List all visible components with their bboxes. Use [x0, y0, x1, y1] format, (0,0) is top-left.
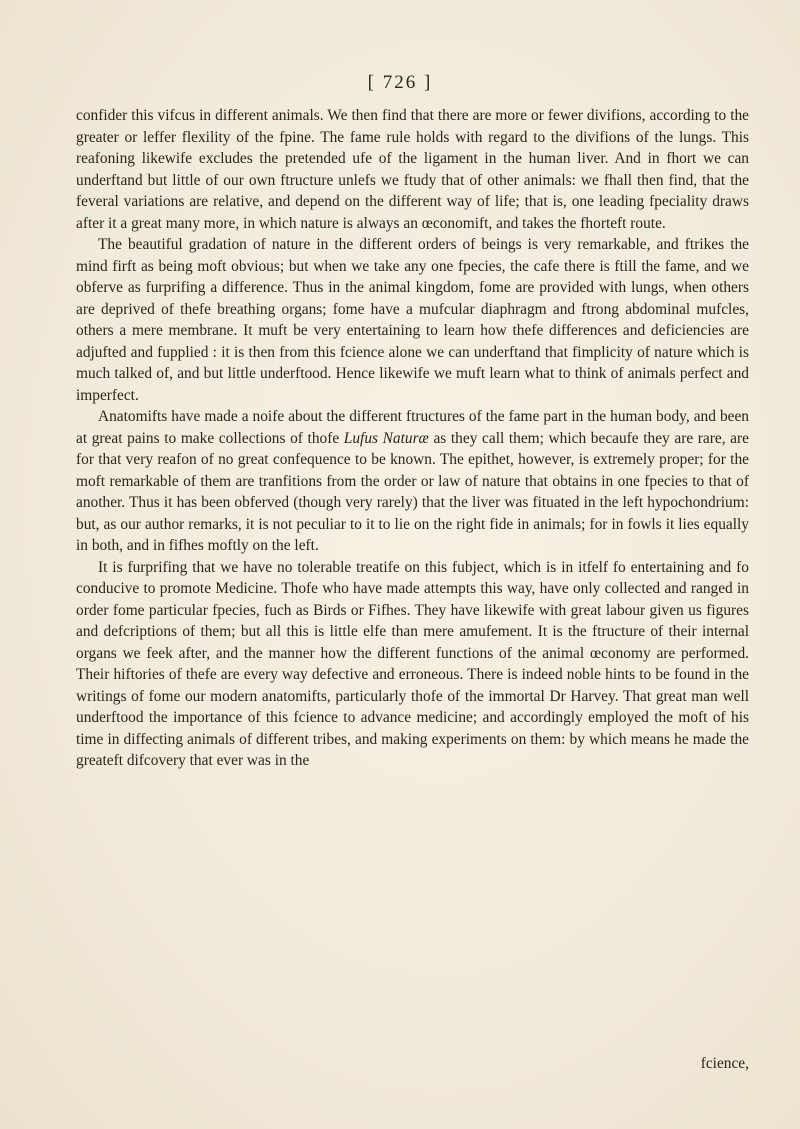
page-number-header: [ 726 ]	[367, 72, 433, 93]
paragraph-3-text-before: Anatomifts have made a noife about the different ftructures of the fame part in the human body, and been at great pains to make collections of thofe	[76, 408, 749, 447]
paragraph-2: The beautiful gradation of nature in the different orders of beings is very remarkable, and ftrikes the mind firft as being moft obvious; but when we take any one fpecies, the cafe there is ftill the fame, and we obferve as furprifing a difference. Thus in the animal kingdom, fome are provided with lungs, when others are deprived of thefe breathing organs; fome have a mufcular diaphragm and ftrong abdominal mufcles, others a mere membrane. It muft be very entertaining to learn how thefe differences and deficiencies are adjufted and fupplied : it is then from this fcience alone we can underftand that fimplicity of nature which is much talked of, and but little underftood. Hence likewife we muft learn what to think of animals perfect and imperfect.	[76, 236, 749, 404]
paragraph-3-italic-phrase: Lufus Naturæ	[343, 429, 429, 447]
catchword: fcience,	[700, 1055, 749, 1072]
paragraph-1: confider this vifcus in different animals. We then find that there are more or fewer divifions, according to the greater or leffer flexility of the fpine. The fame rule holds with regard to the divifions of the lungs. This reafoning likewife excludes the pretended ufe of the ligament in the human liver. And in fhort we can underftand but little of our own ftructure unlefs we ftudy that of other animals: we fhall then find, that the feveral variations are relative, and depend on the different way of life; that is, one leading fpeciality draws after it a great many more, in which nature is always an œconomift, and takes the fhorteft route.	[76, 107, 749, 232]
paragraph-4: It is furprifing that we have no tolerable treatife on this fubject, which is in itfelf fo entertaining and fo conducive to promote Medicine. Thofe who have made attempts this way, have only collected and ranged in order fome particular fpecies, fuch as Birds or Fifhes. They have likewife with great labour given us figures and defcriptions of them; but all this is little elfe than mere amufement. It is the ftructure of their internal organs we feek after, and the manner how the different functions of the animal œconomy are performed. Their hiftories of thefe are every way defective and erroneous. There is indeed noble hints to be found in the writings of fome our modern anatomifts, particularly thofe of the immortal Dr Harvey. That great man well underftood the importance of this fcience to advance medicine; and accordingly employed the moft of his time in diffecting animals of different tribes, and making experiments on them: by which means he made the greateft difcovery that ever was in the	[76, 558, 749, 769]
paragraph-3-text-after: as they call them; which becaufe they are rare, are for that very reafon of no great confequence to be known. The epithet, however, is extremely proper; for the moft remarkable of them are tranfitions from the order or law of nature that obtains in one fpecies to that of another. Thus it has been obferved (though very rarely) that the liver was fituated in the left hypochondrium: but, as our author remarks, it is not peculiar to it to lie on the right fide in animals; for in fowls it lies equally in both, and in fifhes moftly on the left.	[76, 429, 749, 554]
body-text	[76, 105, 749, 772]
paragraph-3	[76, 406, 749, 557]
